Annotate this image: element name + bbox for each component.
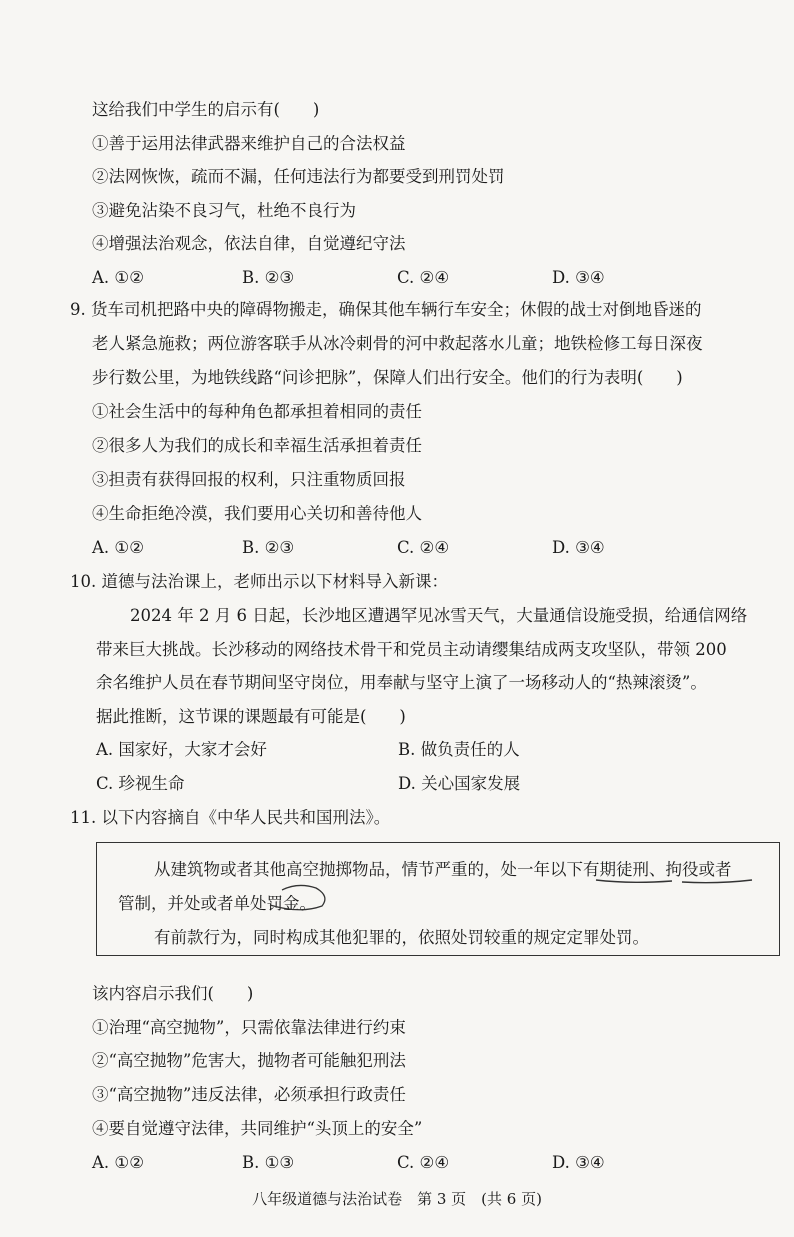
q10-material-line-1: 2024 年 2 月 6 日起，长沙地区遭遇罕见冰雪天气，大量通信设施受损，给通信网络 bbox=[130, 606, 748, 625]
q9-stem-line-1: 9. 货车司机把路中央的障碍物搬走，确保其他车辆行车安全；休假的战士对倒地昏迷的 bbox=[70, 300, 702, 319]
q9-item-1: ①社会生活中的每种角色都承担着相同的责任 bbox=[92, 402, 422, 421]
q10-question: 据此推断，这节课的课题最有可能是( ) bbox=[96, 707, 406, 726]
q9-option-c: C. ②④ bbox=[397, 538, 450, 557]
q9-item-4: ④生命拒绝冷漠，我们要用心关切和善待他人 bbox=[92, 504, 422, 523]
q11-intro: 11. 以下内容摘自《中华人民共和国刑法》。 bbox=[70, 808, 391, 827]
q8-option-d: D. ③④ bbox=[552, 268, 605, 287]
q8-item-1: ①善于运用法律武器来维护自己的合法权益 bbox=[92, 134, 406, 153]
q9-option-d: D. ③④ bbox=[552, 538, 605, 557]
q10-option-b: B. 做负责任的人 bbox=[398, 740, 520, 759]
q10-material-line-2: 带来巨大挑战。长沙移动的网络技术骨干和党员主动请缨集结成两支攻坚队，带领 200 bbox=[96, 640, 727, 659]
page-footer: 八年级道德与法治试卷 第 3 页 (共 6 页) bbox=[252, 1190, 542, 1208]
q11-item-3: ③“高空抛物”违反法律，必须承担行政责任 bbox=[92, 1085, 406, 1104]
q11-option-c: C. ②④ bbox=[397, 1153, 450, 1172]
q9-option-b: B. ②③ bbox=[242, 538, 295, 557]
q10-option-a: A. 国家好，大家才会好 bbox=[96, 740, 267, 759]
law-excerpt-line-1: 从建筑物或者其他高空抛掷物品，情节严重的，处一年以下有期徒刑、拘役或者 bbox=[154, 860, 732, 879]
q8-option-a: A. ①② bbox=[92, 268, 144, 287]
law-excerpt-line-2: 管制，并处或者单处罚金。 bbox=[118, 894, 316, 913]
q11-item-2: ②“高空抛物”危害大，抛物者可能触犯刑法 bbox=[92, 1051, 406, 1070]
q10-stem: 10. 道德与法治课上，老师出示以下材料导入新课： bbox=[70, 572, 448, 591]
q9-item-2: ②很多人为我们的成长和幸福生活承担着责任 bbox=[92, 436, 422, 455]
q11-item-4: ④要自觉遵守法律，共同维护“头顶上的安全” bbox=[92, 1119, 423, 1138]
q8-option-b: B. ②③ bbox=[242, 268, 295, 287]
q8-item-3: ③避免沾染不良习气，杜绝不良行为 bbox=[92, 201, 356, 220]
law-excerpt-line-3: 有前款行为，同时构成其他犯罪的，依照处罚较重的规定定罪处罚。 bbox=[154, 928, 649, 947]
q10-material-line-3: 余名维护人员在春节期间坚守岗位，用奉献与坚守上演了一场移动人的“热辣滚烫”。 bbox=[96, 673, 707, 692]
q9-option-a: A. ①② bbox=[92, 538, 144, 557]
q10-option-d: D. 关心国家发展 bbox=[398, 774, 521, 793]
q11-option-b: B. ①③ bbox=[242, 1153, 295, 1172]
q9-stem-line-3: 步行数公里，为地铁线路“问诊把脉”，保障人们出行安全。他们的行为表明( ) bbox=[92, 368, 683, 387]
q8-stem: 这给我们中学生的启示有( ) bbox=[92, 100, 320, 119]
q8-option-c: C. ②④ bbox=[397, 268, 450, 287]
q11-stem: 该内容启示我们( ) bbox=[92, 984, 254, 1003]
q11-option-a: A. ①② bbox=[92, 1153, 144, 1172]
q11-item-1: ①治理“高空抛物”，只需依靠法律进行约束 bbox=[92, 1018, 406, 1037]
q8-item-2: ②法网恢恢，疏而不漏，任何违法行为都要受到刑罚处罚 bbox=[92, 167, 505, 186]
q10-option-c: C. 珍视生命 bbox=[96, 774, 185, 793]
q9-item-3: ③担责有获得回报的权利，只注重物质回报 bbox=[92, 470, 406, 489]
q8-item-4: ④增强法治观念，依法自律，自觉遵纪守法 bbox=[92, 234, 406, 253]
q11-option-d: D. ③④ bbox=[552, 1153, 605, 1172]
q9-stem-line-2: 老人紧急施救；两位游客联手从冰冷刺骨的河中救起落水儿童；地铁检修工每日深夜 bbox=[92, 334, 703, 353]
